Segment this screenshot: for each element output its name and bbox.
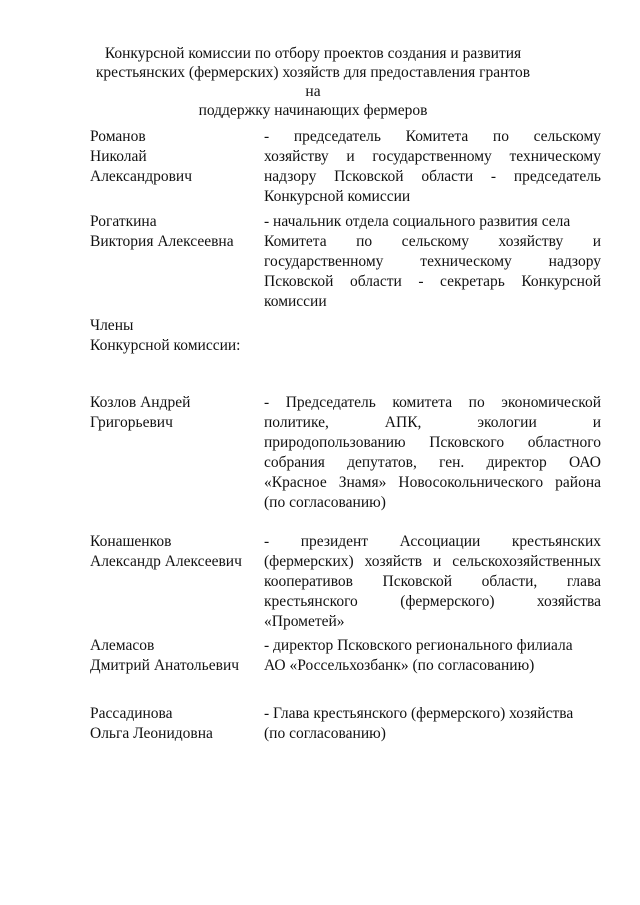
member-role-line: (по согласованию) (264, 494, 386, 511)
member-role-line: Псковской области - секретарь Конкурсной (264, 273, 601, 290)
member-role-line: хозяйству и государственному техническому (264, 148, 601, 165)
members-heading-text (90, 316, 260, 356)
member-role-line: комиссии (264, 293, 327, 310)
title-line: поддержку начинающих фермеров (198, 102, 428, 119)
member-name (90, 704, 260, 744)
title-line: Конкурсной комиссии по отбору проектов создания и развития (104, 45, 522, 62)
member-role-line: (по согласованию) (264, 725, 386, 742)
member-name (90, 393, 260, 433)
member-role-line: АО «Россельхозбанк» (по согласованию) (264, 657, 535, 674)
members-heading-line: Члены (90, 317, 134, 334)
members-heading-line: Конкурсной комиссии: (90, 337, 241, 354)
document-title (88, 44, 538, 120)
member-role (264, 532, 601, 632)
member-name-line: Рассадинова (90, 705, 173, 722)
member-name-line: Ольга Леонидовна (90, 725, 213, 742)
title-line: крестьянских (фермерских) хозяйств для предоставления грантов на (95, 64, 531, 100)
member-role-line: - Председатель комитета по экономической (264, 394, 601, 411)
member-name-line: Григорьевич (90, 414, 173, 431)
member-name-line: Романов (90, 128, 146, 145)
member-name-line: Конашенков (90, 533, 172, 550)
member-role-line: - директор Псковского регионального филиала (264, 637, 573, 654)
member-role (264, 636, 601, 676)
member-role (264, 704, 601, 744)
member-name-line: Дмитрий Анатольевич (90, 657, 240, 674)
member-role-line: политике, АПК, экологии и (264, 414, 601, 431)
member-role-line: крестьянского (фермерского) хозяйства (264, 593, 601, 610)
member-role-line: «Прометей» (264, 613, 345, 630)
member-role-line: природопользованию Псковского областного (264, 434, 601, 451)
member-role-line: Комитета по сельскому хозяйству и (264, 233, 601, 250)
member-name-line: Козлов Андрей (90, 394, 191, 411)
member-role-line: кооперативов Псковской области, глава (264, 573, 601, 590)
member-name-line: Виктория Алексеевна (90, 233, 234, 250)
member-role-line: - начальник отдела социального развития села (264, 213, 571, 230)
member-name-line: Александрович (90, 168, 192, 185)
member-role-line: - Глава крестьянского (фермерского) хозяйства (264, 705, 574, 722)
member-role-line: - президент Ассоциации крестьянских (264, 533, 601, 550)
member-name (90, 212, 260, 252)
member-name-line: Рогаткина (90, 213, 157, 230)
member-role (264, 127, 601, 207)
member-role (264, 393, 601, 513)
member-name-line: Алемасов (90, 637, 155, 654)
member-role (264, 212, 601, 312)
member-role-line: «Красное Знамя» Новосокольнического района (264, 474, 601, 491)
member-name (90, 636, 260, 676)
member-role-line: - председатель Комитета по сельскому (264, 128, 601, 145)
member-role-line: (фермерских) хозяйств и сельскохозяйственных (264, 553, 601, 570)
member-name (90, 532, 260, 572)
member-role-line: Конкурсной комиссии (264, 188, 411, 205)
member-role-line: надзору Псковской области - председатель (264, 168, 601, 185)
member-name-line: Николай (90, 148, 147, 165)
member-name-line: Александр Алексеевич (90, 553, 242, 570)
member-role-line: государственному техническому надзору (264, 253, 601, 270)
member-role-line: собрания депутатов, ген. директор ОАО (264, 454, 601, 471)
member-name (90, 127, 260, 187)
